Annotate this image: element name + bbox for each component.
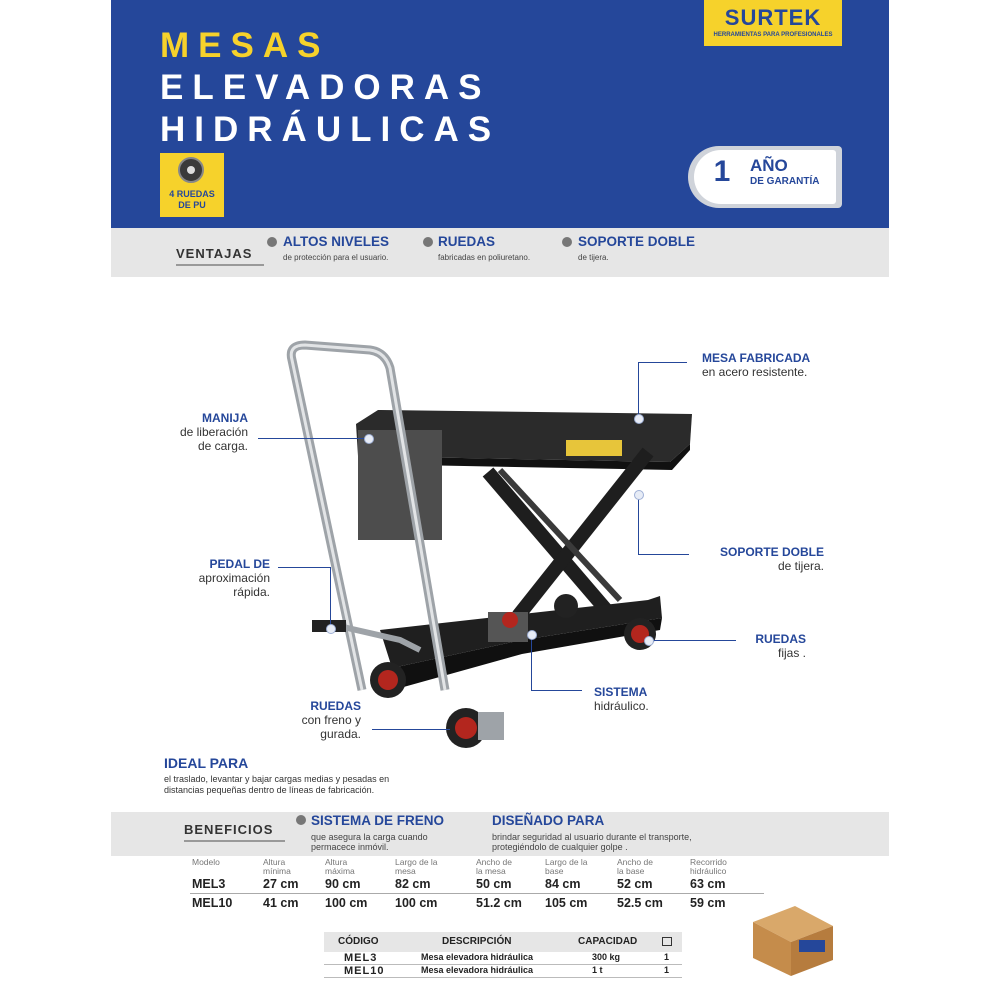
spec-header [395,858,438,876]
callout-manija-line2: de carga. [197,439,248,453]
spec-cell: 50 cm [476,877,512,891]
ideal-line1: el traslado, levantar y bajar cargas medias y pesadas en [164,774,390,784]
spec-cell: 100 cm [395,896,438,910]
spec-header-line: Largo de la [395,857,438,867]
spec-divider [190,893,764,894]
product-description: Mesa elevadora hidráulica [421,965,534,975]
beneficios-label: BENEFICIOS [184,822,285,842]
spec-header-line: la mesa [476,866,506,876]
callout-dot [634,414,644,424]
callout-dot [634,490,644,500]
callout-sistema [594,685,649,713]
header-capacidad: CAPACIDAD [578,936,638,947]
spec-cell: 41 cm [263,896,299,910]
ventaja-title-1: ALTOS NIVELES [283,234,390,249]
spec-cell: MEL3 [192,877,226,891]
brand-tagline: HERRAMIENTAS PARA PROFESIONALES [713,32,833,38]
spec-cell: 63 cm [690,877,726,891]
title-line-1: MESAS [160,26,330,65]
spec-header [690,858,727,876]
spec-header [476,858,512,876]
product-code: MEL3 [344,952,378,964]
title-line-2: ELEVADORAS [160,68,491,107]
callout-soporte-title: SOPORTE DOBLE [719,545,824,559]
callout-ruedas-freno-line2: gurada. [320,727,361,741]
spec-header-line: Modelo [192,857,220,867]
ventaja-title-3: SOPORTE DOBLE [578,234,696,249]
callout-dot [326,624,336,634]
spec-cell: 52 cm [617,877,653,891]
brand-name: SURTEK [724,5,822,30]
callout-ruedas-fijas-line1: fijas . [777,646,806,660]
callout-mesa [702,351,810,379]
callout-soporte-line1: de tijera. [777,559,824,573]
spec-cell: 51.2 cm [476,896,522,910]
spec-header-line: Ancho de [617,857,653,867]
callout-pedal-line2: rápida. [233,585,270,599]
spec-header-line: Ancho de [476,857,512,867]
callout-manija-line1: de liberación [179,425,248,439]
box-icon [662,937,672,946]
callout-mesa-title: MESA FABRICADA [702,351,811,365]
freno-line2: permacece inmóvil. [311,842,389,852]
bullet-icon [296,815,306,825]
callout-dot [527,630,537,640]
callout-sistema-line1: hidráulico. [594,699,649,713]
callout-ruedas-fijas-title: RUEDAS [755,632,806,646]
spec-header-line: base [545,866,564,876]
product-table [324,932,682,978]
callout-sistema-title: SISTEMA [594,685,648,699]
spec-header [545,858,588,876]
ventaja-text-2: fabricadas en poliuretano. [438,253,531,262]
spec-header-line: Recorrido [690,857,727,867]
spec-header-line: Largo de la [545,857,588,867]
spec-cell: 52.5 cm [617,896,663,910]
ventajas-label: VENTAJAS [176,246,264,266]
ventaja-title-2: RUEDAS [438,234,496,249]
spec-header-line: mesa [395,866,416,876]
leader-line [372,729,450,730]
warranty-line2: DE GARANTÍA [750,176,820,187]
header-codigo: CÓDIGO [338,936,379,947]
ventaja-text-1: de protección para el usuario. [283,253,389,262]
disenado-line2: protegiéndolo de cualquier golpe . [492,842,628,852]
spec-header [192,858,220,867]
warranty-line1: AÑO [750,156,788,175]
product-row [324,965,682,978]
ideal-text [164,774,389,796]
ideal-line2: distancias pequeñas dentro de líneas de fabricación. [164,785,375,795]
wheels-badge-line1: 4 RUEDAS [169,189,215,199]
callout-ruedas-fijas [740,632,806,660]
spec-header [325,858,355,876]
leader-line [258,438,368,439]
warranty-number: 1 [713,155,731,188]
spec-cell: 82 cm [395,877,431,891]
wheels-badge-line2: DE PU [178,200,206,210]
spec-cell: 90 cm [325,877,361,891]
ideal-title: IDEAL PARA [164,755,249,771]
callout-dot [364,434,374,444]
product-capacity: 1 t [592,965,603,975]
product-quantity: 1 [664,965,670,975]
leader-line [638,362,687,417]
pallet-box-illustration [745,898,835,980]
leader-line [638,496,689,555]
freno-text [311,832,428,852]
leader-line [531,636,582,691]
header-descripcion: DESCRIPCIÓN [442,936,512,947]
spec-header-line: Altura [263,857,286,867]
callout-pedal [160,557,270,599]
callout-soporte [700,545,824,573]
callout-ruedas-freno [250,699,361,741]
product-quantity: 1 [664,952,670,962]
callout-ruedas-freno-line1: con freno y [301,713,361,727]
spec-cell: 105 cm [545,896,588,910]
callout-pedal-title: PEDAL DE [209,557,270,571]
spec-header [263,858,291,876]
callout-manija-title: MANIJA [201,411,248,425]
leader-line [648,640,736,641]
callout-pedal-line1: aproximación [198,571,270,585]
title-line-3: HIDRÁULICAS [160,110,501,149]
product-capacity: 300 kg [592,952,621,962]
product-table-header [324,932,682,952]
product-description: Mesa elevadora hidráulica [421,952,534,962]
disenado-text [492,832,692,852]
ventaja-text-3: de tijera. [578,253,609,262]
freno-line1: que asegura la carga cuando [311,832,428,842]
spec-header-line: la base [617,866,645,876]
spec-cell: 100 cm [325,896,368,910]
spec-cell: 84 cm [545,877,581,891]
spec-header-line: hidráulico [690,866,727,876]
spec-cell: 27 cm [263,877,299,891]
spec-header-line: Altura [325,857,348,867]
leader-line [278,567,331,626]
spec-header [617,858,653,876]
spec-header-line: mínima [263,866,291,876]
callout-dot [644,636,654,646]
freno-title: SISTEMA DE FRENO [311,813,445,828]
disenado-title: DISEÑADO PARA [492,813,605,828]
spec-cell: 59 cm [690,896,726,910]
spec-header-line: máxima [325,866,355,876]
callout-mesa-line1: en acero resistente. [702,365,808,379]
product-code: MEL10 [344,965,385,977]
product-row [324,952,682,965]
callout-manija [140,411,248,453]
spec-cell: MEL10 [192,896,233,910]
product-rows [324,952,682,978]
disenado-line1: brindar seguridad al usuario durante el transporte, [492,832,692,842]
callout-ruedas-freno-title: RUEDAS [310,699,361,713]
